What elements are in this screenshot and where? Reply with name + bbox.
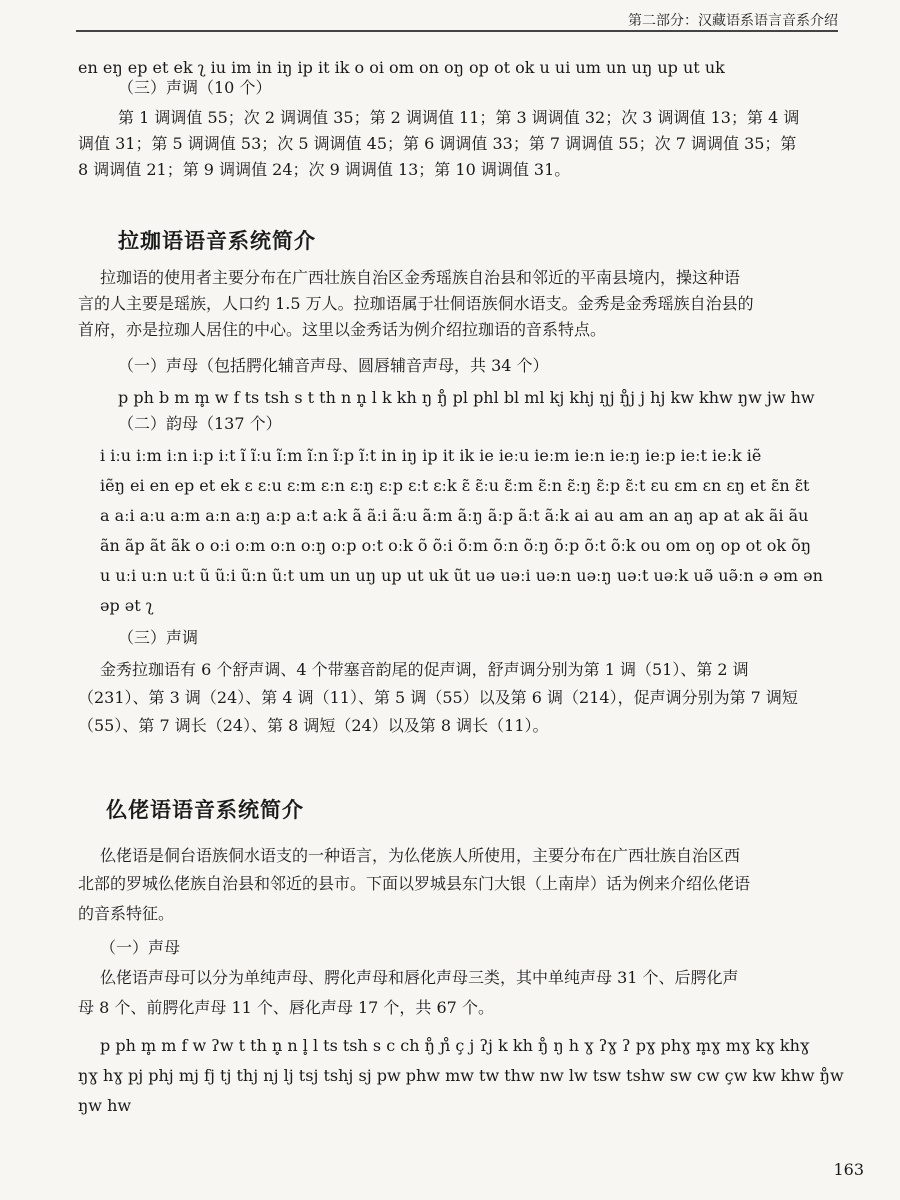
finals-line: u uːi uːn uːt ũ ũːi ũːn ũːt um un uŋ up ut uk ũt uə uəːi uəːn uəːŋ uəːt uəːk uə̃ uə̃ːn ə əm ən	[100, 566, 823, 585]
finals-line: i iːu iːm iːn iːp iːt ĩ ĩːu ĩːm ĩːn ĩːp ĩːt in iŋ ip it ik ie ieːu ieːm ieːn ieːŋ ieːp ieːt ieːk iẽ	[100, 446, 762, 465]
initials-line: p ph b m m̥ w f ts tsh s t th n n̥ l k kh ŋ ŋ̊ pl phl bl ml kj khj ŋj ŋ̊j j hj kw khw ŋw jw hw	[118, 388, 815, 407]
intro-line: 首府，亦是拉珈人居住的中心。这里以金秀话为例介绍拉珈语的音系特点。	[78, 320, 607, 339]
intro-line: 北部的罗城仫佬族自治县和邻近的县市。下面以罗城县东门大银（上南岸）话为例来介绍仫佬语	[78, 874, 751, 893]
tones-heading-1: （三）声调（10 个）	[118, 78, 272, 97]
page-number: 163	[833, 1160, 864, 1179]
tones-heading-2: （三）声调	[118, 628, 199, 647]
intro-line: 言的人主要是瑶族，人口约 1.5 万人。拉珈语属于壮侗语族侗水语支。金秀是金秀瑶族自治县的	[78, 294, 754, 313]
finals-line: ãn ãp ãt ãk o oːi oːm oːn oːŋ oːp oːt oːk õ õːi õːm õːn õːŋ õːp õːt õːk ou om oŋ op ot ok õŋ	[100, 536, 812, 555]
tones-line: 调值 31；第 5 调调值 53；次 5 调调值 45；第 6 调调值 33；第 7 调调值 55；次 7 调调值 35；第	[78, 134, 797, 153]
tones-desc-line: （55）、第 7 调长（24）、第 8 调短（24）以及第 8 调长（11）。	[78, 716, 549, 735]
section-title-mulam: 仫佬语语音系统简介	[106, 798, 304, 822]
intro-line: 拉珈语的使用者主要分布在广西壮族自治区金秀瑶族自治县和邻近的平南县境内，操这种语	[100, 268, 741, 287]
intro-line: 仫佬语是侗台语族侗水语支的一种语言，为仫佬族人所使用，主要分布在广西壮族自治区西	[100, 846, 741, 865]
finals-line: a aːi aːu aːm aːn aːŋ aːp aːt aːk ã ãːi ãːu ãːm ãːŋ ãːp ãːt ãːk ai au am an aŋ ap at ak ãi ãu	[100, 506, 809, 525]
section-title-lakkja: 拉珈语语音系统简介	[118, 229, 316, 253]
rhymes-tail-line: en eŋ ep et ek ʅ iu im in iŋ ip it ik o oi om on oŋ op ot ok u ui um un uŋ up ut uk	[78, 58, 725, 77]
intro-line: 的音系特征。	[78, 904, 175, 923]
running-header: 第二部分：汉藏语系语言音系介绍	[628, 13, 838, 29]
finals-heading: （二）韵母（137 个）	[118, 414, 282, 433]
initials-line: ŋw hw	[78, 1096, 132, 1115]
initials-heading: （一）声母	[100, 938, 181, 957]
initials-desc-line: 仫佬语声母可以分为单纯声母、腭化声母和唇化声母三类，其中单纯声母 31 个、后腭化声	[100, 968, 739, 987]
tones-desc-line: （231）、第 3 调（24）、第 4 调（11）、第 5 调（55）以及第 6 调（214），促声调分别为第 7 调短	[78, 688, 798, 707]
finals-line: əp ət ʅ	[100, 596, 154, 615]
finals-line: iẽŋ ei en ep et ek ɛ ɛːu ɛːm ɛːn ɛːŋ ɛːp ɛːt ɛːk ɛ̃ ɛ̃ːu ɛ̃ːm ɛ̃ːn ɛ̃ːŋ ɛ̃ːp ɛ̃ːt ɛu ɛm ɛn ɛŋ et ɛ̃n ɛ̃t	[100, 476, 810, 495]
header-rule	[76, 30, 838, 32]
tones-desc-line: 金秀拉珈语有 6 个舒声调、4 个带塞音韵尾的促声调，舒声调分别为第 1 调（51）、第 2 调	[100, 660, 749, 679]
initials-line: ŋɣ hɣ pj phj mj fj tj thj nj lj tsj tshj sj pw phw mw tw thw nw lw tsw tshw sw cw çw kw khw ŋ̊w	[78, 1066, 844, 1085]
initials-desc-line: 母 8 个、前腭化声母 11 个、唇化声母 17 个，共 67 个。	[78, 998, 494, 1017]
tones-line: 8 调调值 21；第 9 调调值 24；次 9 调调值 13；第 10 调调值 31。	[78, 160, 571, 179]
initials-line: p ph m̥ m f w ʔw t th n̥ n l̥ l ts tsh s c ch ŋ̊ ɲ̊ ç j ʔj k kh ŋ̊ ŋ h ɣ ʔɣ ʔ pɣ phɣ m̥ɣ mɣ kɣ khɣ	[100, 1036, 810, 1055]
tones-line: 第 1 调调值 55；次 2 调调值 35；第 2 调调值 11；第 3 调调值 32；次 3 调调值 13；第 4 调	[118, 108, 800, 127]
initials-heading: （一）声母（包括腭化辅音声母、圆唇辅音声母，共 34 个）	[118, 356, 549, 375]
